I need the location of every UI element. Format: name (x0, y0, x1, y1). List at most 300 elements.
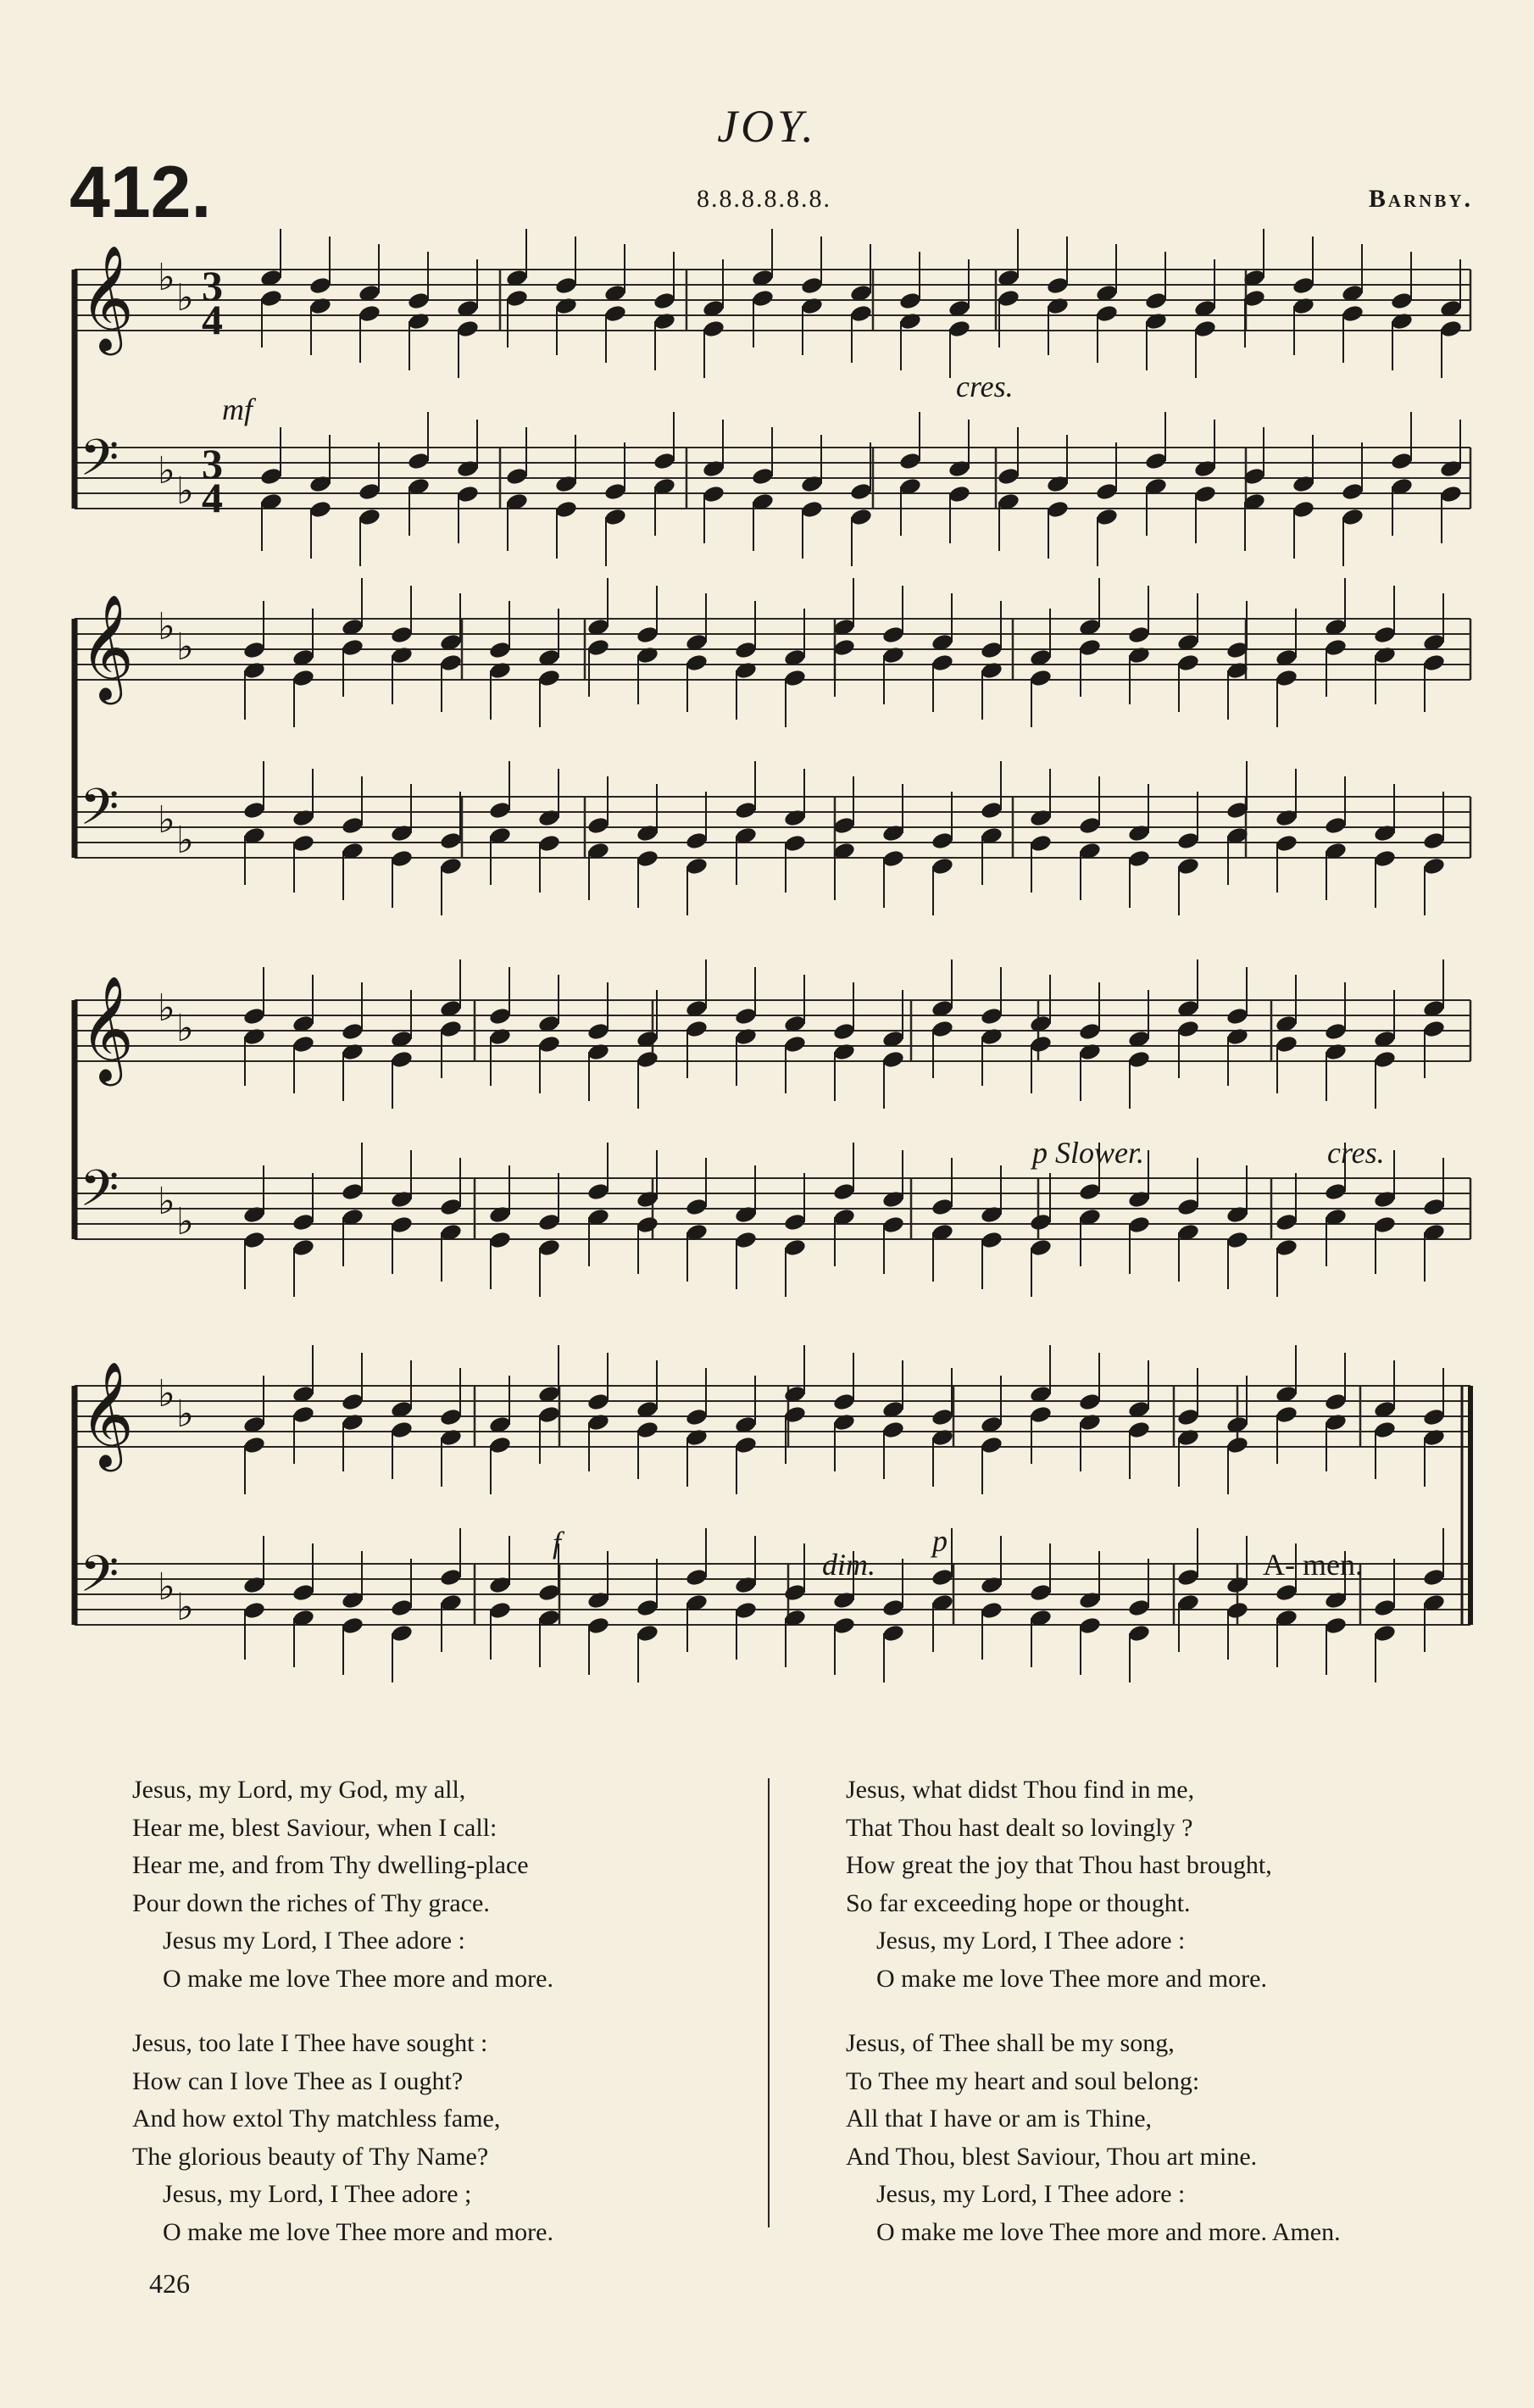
note-head (997, 288, 1020, 308)
note-head (1439, 459, 1463, 478)
note-head (292, 1034, 315, 1054)
note-head (980, 660, 1003, 680)
note-head (1226, 1435, 1249, 1454)
note-head (1373, 1623, 1397, 1643)
note-head (292, 1582, 315, 1602)
note-head (537, 1237, 561, 1257)
lyric-line: Hear me, blest Saviour, when I call: (132, 1813, 497, 1842)
note-head (1176, 1567, 1200, 1587)
note-head (980, 1575, 1003, 1594)
note-head (341, 1616, 364, 1635)
flat-icon: ♭ (176, 626, 194, 668)
note-head (800, 296, 824, 315)
flat-icon: ♭ (176, 470, 194, 512)
note-head (292, 1237, 315, 1257)
note-head (636, 1420, 659, 1439)
note-head (881, 1623, 905, 1643)
note-head (702, 484, 725, 503)
lyric-line: And Thou, blest Saviour, Thou art mine. (846, 2142, 1258, 2171)
note-head (1046, 296, 1070, 315)
note-head (702, 319, 725, 338)
note-head (1341, 481, 1364, 501)
mark-amen: A- men. (1263, 1548, 1363, 1582)
note-head (390, 1049, 414, 1069)
note-head (390, 1215, 414, 1234)
note-head (586, 815, 610, 835)
bass-clef-icon: 𝄢 (80, 1159, 119, 1230)
time-sig-numerator: 3 (202, 262, 223, 309)
note-head (783, 1034, 807, 1054)
note-head (1078, 637, 1102, 657)
note-head (1144, 451, 1168, 470)
lyrics-right-column (846, 1771, 1341, 2278)
note-head (259, 466, 283, 486)
note-head (488, 800, 512, 820)
note-head (800, 275, 824, 295)
note-head (439, 1567, 463, 1587)
lyric-line: Jesus, my Lord, I Thee adore : (876, 2180, 1186, 2208)
note-head (554, 296, 578, 315)
note-head (832, 1392, 856, 1411)
hymn-composer: Barnby. (1368, 185, 1473, 213)
note-head (931, 1197, 954, 1216)
note-head (636, 848, 659, 868)
note-head (1127, 1215, 1151, 1234)
note-head (554, 499, 578, 519)
lyric-line: Hear me, and from Thy dwelling-place (132, 1851, 529, 1879)
note-head (1127, 1189, 1151, 1209)
flat-icon: ♭ (158, 799, 175, 841)
note-head (390, 1420, 414, 1439)
note-head (898, 291, 922, 310)
note-head (783, 1212, 807, 1232)
note-head (898, 311, 922, 331)
note-head (980, 1204, 1003, 1224)
note-head (881, 1420, 905, 1439)
note-head (1422, 856, 1446, 876)
note-head (242, 800, 266, 820)
note-head (832, 1042, 856, 1061)
note-head (1193, 459, 1217, 478)
note-head (1422, 1019, 1446, 1038)
note-head (931, 831, 954, 850)
note-head (341, 1182, 364, 1201)
lyric-line: So far exceeding hope or thought. (846, 1888, 1191, 1917)
note-head (537, 808, 561, 827)
note-head (1226, 1600, 1249, 1620)
lyric-line: Jesus, of Thee shall be my song, (846, 2029, 1175, 2057)
note-head (734, 800, 758, 820)
note-head (341, 1412, 364, 1432)
note-head (685, 1407, 709, 1426)
note-head (439, 1407, 463, 1426)
time-sig-denominator: 4 (202, 296, 223, 343)
note-head (980, 1006, 1003, 1026)
note-head (1373, 1215, 1397, 1234)
note-head (1324, 1392, 1348, 1411)
note-head (1422, 1197, 1446, 1216)
note-head (1127, 1420, 1151, 1439)
note-head (390, 1598, 414, 1617)
flat-icon: ♭ (176, 820, 194, 861)
note-head (849, 303, 873, 323)
note-head (242, 640, 266, 659)
note-head (881, 1215, 905, 1234)
note-head (1176, 653, 1200, 672)
lyric-line: O make me love Thee more and more. (163, 1964, 553, 1993)
note-head (586, 1392, 610, 1411)
note-head (636, 645, 659, 665)
note-head (1226, 1006, 1249, 1026)
note-head (242, 1026, 266, 1046)
note-head (242, 1230, 266, 1249)
page-number: 426 (149, 2268, 190, 2299)
note-head (554, 275, 578, 295)
flat-icon: ♭ (158, 450, 175, 492)
note-head (586, 1412, 610, 1432)
note-head (685, 831, 709, 850)
note-head (1193, 484, 1217, 503)
note-head (439, 856, 463, 876)
note-head (1127, 625, 1151, 644)
note-head (734, 1006, 758, 1026)
note-head (636, 625, 659, 644)
note-head (390, 1623, 414, 1643)
note-head (554, 474, 578, 493)
note-head (341, 1392, 364, 1411)
lyric-line: Jesus, too late I Thee have sought : (132, 2029, 488, 2057)
flat-icon: ♭ (176, 277, 194, 319)
note-head (881, 1189, 905, 1209)
note-head (636, 823, 659, 843)
note-head (702, 459, 725, 478)
note-head (603, 507, 627, 526)
note-head (537, 1582, 561, 1602)
note-head (1176, 1407, 1200, 1426)
note-head (537, 1404, 561, 1424)
note-head (931, 1427, 954, 1447)
note-head (488, 1600, 512, 1620)
note-head (685, 1019, 709, 1038)
note-head (505, 466, 529, 486)
note-head (1029, 1034, 1053, 1054)
note-head (931, 1407, 954, 1426)
note-head (1422, 831, 1446, 850)
note-head (1390, 291, 1414, 310)
flat-icon: ♭ (176, 1393, 194, 1435)
note-head (881, 645, 905, 665)
note-head (849, 507, 873, 526)
verse-1 (132, 1771, 553, 1998)
note-head (308, 275, 332, 295)
note-head (439, 1197, 463, 1216)
note-head (1226, 1026, 1249, 1046)
note-head (636, 1215, 659, 1234)
note-head (1275, 1034, 1298, 1054)
note-head (1144, 311, 1168, 331)
hymn-meter: 8.8.8.8.8.8. (697, 185, 831, 213)
lyric-line: That Thou hast dealt so lovingly ? (846, 1813, 1193, 1842)
note-head (358, 481, 381, 501)
time-sig-numerator: 3 (202, 440, 223, 487)
note-head (1292, 296, 1315, 315)
note-head (456, 484, 480, 503)
note-head (1324, 815, 1348, 835)
flat-icon: ♭ (176, 1201, 194, 1243)
note-head (881, 1049, 905, 1069)
note-head (636, 1049, 659, 1069)
note-head (586, 1021, 610, 1041)
note-head (1078, 815, 1102, 835)
note-head (685, 1567, 709, 1587)
note-head (734, 640, 758, 659)
note-head (636, 1189, 659, 1209)
mark-cres-1: cres. (956, 370, 1014, 403)
note-head (685, 856, 709, 876)
note-head (1127, 1623, 1151, 1643)
note-head (1275, 1404, 1298, 1424)
note-head (636, 1623, 659, 1643)
note-head (881, 848, 905, 868)
note-head (783, 1237, 807, 1257)
note-head (636, 1598, 659, 1617)
note-head (1292, 499, 1315, 519)
note-head (1275, 668, 1298, 687)
treble-clef-icon: 𝄞 (80, 1361, 134, 1467)
note-head (832, 1616, 856, 1635)
note-head (1046, 275, 1070, 295)
mark-mf: mf (222, 392, 253, 426)
note-head (783, 808, 807, 827)
note-head (537, 1034, 561, 1054)
note-head (1176, 1427, 1200, 1447)
note-head (341, 637, 364, 657)
note-head (1373, 1420, 1397, 1439)
note-head (1341, 303, 1364, 323)
note-head (1127, 1598, 1151, 1617)
note-head (488, 660, 512, 680)
note-head (586, 1590, 610, 1610)
note-head (653, 291, 676, 310)
note-head (931, 653, 954, 672)
note-head (407, 451, 431, 470)
note-head (685, 1197, 709, 1216)
note-head (341, 815, 364, 835)
note-head (783, 668, 807, 687)
note-head (1029, 1237, 1053, 1257)
note-head (734, 1204, 758, 1224)
note-head (832, 1182, 856, 1201)
note-head (1029, 1404, 1053, 1424)
note-head (948, 459, 971, 478)
lyric-line: How can I love Thee as I ought? (132, 2066, 464, 2095)
note-head (1095, 507, 1119, 526)
note-head (1324, 1616, 1348, 1635)
note-head (1127, 1049, 1151, 1069)
note-head (242, 1575, 266, 1594)
note-head (1324, 637, 1348, 657)
note-head (783, 833, 807, 853)
lyric-line: Pour down the riches of Thy grace. (132, 1888, 490, 1917)
note-head (1095, 303, 1119, 323)
note-head (1029, 808, 1053, 827)
note-head (980, 1230, 1003, 1249)
note-head (308, 474, 332, 493)
note-head (586, 1182, 610, 1201)
note-head (1029, 668, 1053, 687)
note-head (537, 668, 561, 687)
note-head (242, 1006, 266, 1026)
note-head (537, 833, 561, 853)
note-head (488, 1204, 512, 1224)
note-head (488, 640, 512, 659)
note-head (881, 823, 905, 843)
note-head (1439, 484, 1463, 503)
note-head (586, 637, 610, 657)
note-head (1193, 319, 1217, 338)
note-head (685, 1427, 709, 1447)
flat-icon: ♭ (176, 1008, 194, 1049)
hymn-title: JOY. (717, 101, 817, 152)
mark-dim: dim. (822, 1548, 875, 1582)
lyric-line: O make me love Thee more and more. (876, 1964, 1267, 1993)
note-head (1422, 1427, 1446, 1447)
note-head (832, 1412, 856, 1432)
note-head (1127, 848, 1151, 868)
note-head (832, 1021, 856, 1041)
lyric-line: Jesus, my Lord, I Thee adore : (876, 1927, 1186, 1955)
note-head (1176, 1019, 1200, 1038)
lyrics-left-column (132, 1771, 553, 2278)
note-head (488, 1575, 512, 1594)
note-head (751, 288, 775, 308)
note-head (1275, 808, 1298, 827)
note-head (242, 660, 266, 680)
note-head (1095, 481, 1119, 501)
note-head (488, 1435, 512, 1454)
note-head (456, 319, 480, 338)
note-head (1046, 474, 1070, 493)
note-head (1029, 1582, 1053, 1602)
note-head (586, 1616, 610, 1635)
note-head (439, 1427, 463, 1447)
note-head (1324, 1021, 1348, 1041)
note-head (685, 653, 709, 672)
note-head (390, 823, 414, 843)
note-head (292, 668, 315, 687)
note-head (1078, 1392, 1102, 1411)
note-head (439, 1019, 463, 1038)
note-head (1341, 507, 1364, 526)
lyric-line: The glorious beauty of Thy Name? (132, 2142, 489, 2171)
time-sig-denominator: 4 (202, 474, 223, 521)
note-head (1078, 1616, 1102, 1635)
note-head (653, 451, 676, 470)
note-head (997, 466, 1020, 486)
mark-f: f (553, 1526, 562, 1560)
note-head (898, 451, 922, 470)
note-head (1373, 848, 1397, 868)
note-head (1176, 1197, 1200, 1216)
note-head (488, 1006, 512, 1026)
note-head (1078, 1182, 1102, 1201)
note-head (390, 625, 414, 644)
note-head (980, 1600, 1003, 1620)
note-head (1176, 856, 1200, 876)
note-head (488, 1026, 512, 1046)
lyric-line: Jesus, what didst Thou find in me, (846, 1776, 1195, 1804)
verse-3 (846, 1771, 1341, 1998)
note-head (439, 831, 463, 850)
note-head (1176, 831, 1200, 850)
note-head (1373, 645, 1397, 665)
note-head (1275, 1212, 1298, 1232)
note-head (734, 1575, 758, 1594)
note-head (390, 848, 414, 868)
note-head (653, 311, 676, 331)
note-head (358, 303, 381, 323)
note-head (1226, 1204, 1249, 1224)
note-head (948, 319, 971, 338)
note-head (292, 1404, 315, 1424)
note-head (1422, 653, 1446, 672)
note-head (292, 808, 315, 827)
note-head (734, 1230, 758, 1249)
flat-icon: ♭ (158, 1181, 175, 1222)
flat-icon: ♭ (176, 1587, 194, 1628)
note-head (1046, 499, 1070, 519)
note-head (341, 1042, 364, 1061)
note-head (931, 1019, 954, 1038)
lyric-line: Jesus, my Lord, my God, my all, (132, 1776, 466, 1804)
note-head (358, 507, 381, 526)
note-head (734, 1435, 758, 1454)
mark-p: p (932, 1524, 948, 1558)
lyric-line: O make me love Thee more and more. Amen. (876, 2217, 1341, 2246)
note-head (1373, 625, 1397, 644)
note-head (1078, 1412, 1102, 1432)
note-head (734, 660, 758, 680)
note-head (783, 1582, 807, 1602)
note-head (1324, 1590, 1348, 1610)
mark-cres-2: cres. (1327, 1136, 1385, 1170)
flat-icon: ♭ (158, 1566, 175, 1608)
note-head (980, 1026, 1003, 1046)
note-head (456, 459, 480, 478)
note-head (603, 481, 627, 501)
note-head (783, 1404, 807, 1424)
note-head (603, 303, 627, 323)
note-head (586, 1042, 610, 1061)
lyric-line: To Thee my heart and soul belong: (846, 2066, 1200, 2095)
note-head (1275, 833, 1298, 853)
column-divider (768, 1778, 770, 2227)
note-head (1226, 1230, 1249, 1249)
note-head (1292, 275, 1315, 295)
note-head (931, 1567, 954, 1587)
note-head (292, 1212, 315, 1232)
bass-clef-icon: 𝄢 (80, 777, 119, 848)
treble-clef-icon: 𝄞 (80, 594, 134, 700)
note-head (1390, 451, 1414, 470)
note-head (1324, 1412, 1348, 1432)
mark-p-slower: p Slower. (1032, 1136, 1145, 1170)
note-head (1226, 1575, 1249, 1594)
note-head (292, 833, 315, 853)
note-head (308, 296, 332, 315)
note-head (1390, 311, 1414, 331)
note-head (1275, 1582, 1298, 1602)
